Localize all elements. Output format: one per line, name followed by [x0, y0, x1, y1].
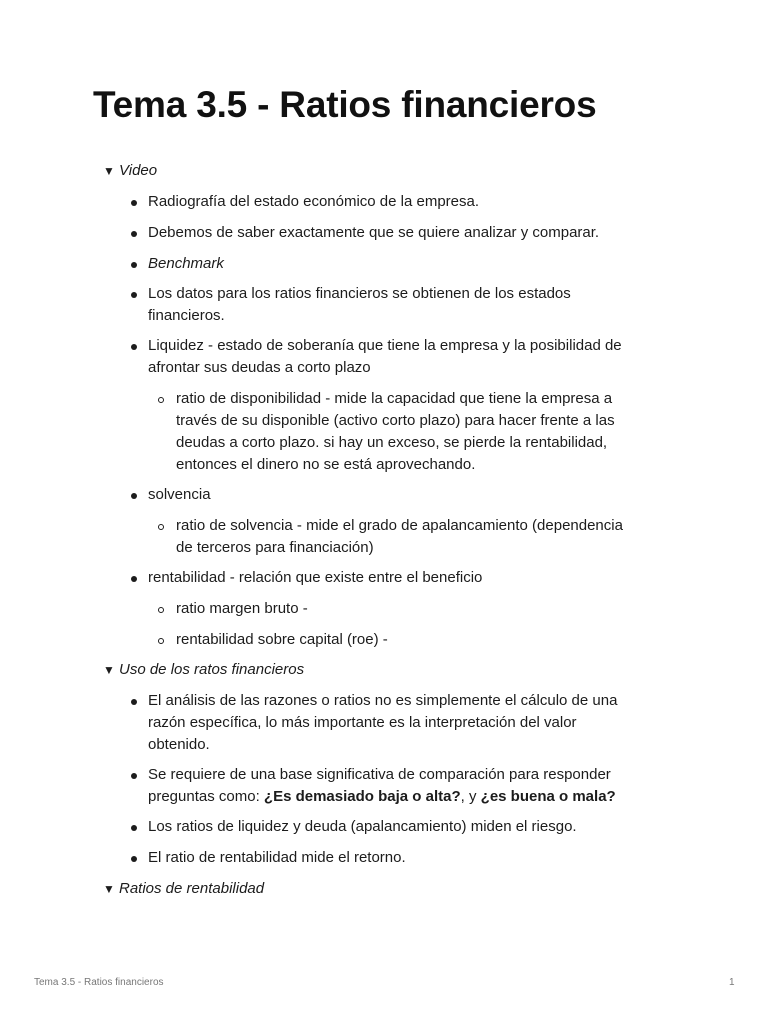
list-item [148, 764, 688, 808]
list-item: El ratio de rentabilidad mide el retorno. [148, 849, 406, 866]
bullet-icon [131, 262, 137, 268]
list-item-line: obtenido. [148, 736, 210, 753]
page-number: 1 [729, 977, 735, 988]
toggle-uso-ratios[interactable] [103, 659, 304, 681]
list-item-line: ratio de disponibilidad - mide la capacidad que tiene la empresa a [176, 390, 613, 407]
list-item-line: Se requiere de una base significativa de comparación para responder [148, 766, 611, 783]
list-item-line: de terceros para financiación) [176, 539, 374, 556]
list-item-line: financieros. [148, 307, 225, 324]
bullet-icon [131, 344, 137, 350]
bullet-icon [131, 200, 137, 206]
list-item: rentabilidad - relación que existe entre el beneficio [148, 569, 483, 586]
circle-bullet-icon [158, 524, 164, 530]
toggle-ratios-rentabilidad[interactable] [103, 878, 264, 900]
footer-title: Tema 3.5 - Ratios financieros [34, 977, 164, 988]
triangle-down-icon[interactable]: ▼ [103, 164, 115, 178]
bullet-icon [131, 231, 137, 237]
triangle-down-icon[interactable]: ▼ [103, 663, 115, 677]
list-item [148, 335, 688, 379]
bullet-icon [131, 825, 137, 831]
sub-list-item [176, 515, 676, 559]
bullet-icon [131, 699, 137, 705]
bullet-icon [131, 493, 137, 499]
bullet-icon [131, 856, 137, 862]
sub-list-item: ratio margen bruto - [176, 600, 308, 617]
list-item-text: , y [460, 788, 481, 805]
bold-question: ¿Es demasiado baja o alta? [263, 788, 461, 805]
list-item-text: preguntas como: [148, 788, 264, 805]
sub-list-item: rentabilidad sobre capital (roe) - [176, 631, 388, 648]
list-item-line: través de su disponible (activo corto plazo) para hacer frente a las [176, 412, 615, 429]
bullet-icon [131, 292, 137, 298]
list-item-line: razón específica, lo más importante es la interpretación del valor [148, 714, 577, 731]
toggle-label: Ratios de rentabilidad [119, 880, 265, 897]
list-item [148, 690, 688, 756]
list-item-line: Liquidez - estado de soberanía que tiene la empresa y la posibilidad de [148, 337, 622, 354]
toggle-label: Video [119, 162, 158, 179]
circle-bullet-icon [158, 607, 164, 613]
circle-bullet-icon [158, 397, 164, 403]
list-item [148, 283, 688, 327]
list-item-line: entonces el dinero no se está aprovechando. [176, 456, 476, 473]
list-item: solvencia [148, 486, 211, 503]
toggle-video[interactable] [103, 160, 157, 182]
list-item: Los ratios de liquidez y deuda (apalancamiento) miden el riesgo. [148, 818, 577, 835]
bullet-icon [131, 576, 137, 582]
list-item: Benchmark [148, 255, 224, 272]
list-item-line: afrontar sus deudas a corto plazo [148, 359, 371, 376]
list-item: Radiografía del estado económico de la empresa. [148, 193, 480, 210]
sub-list-item [176, 388, 676, 476]
bullet-icon [131, 773, 137, 779]
triangle-down-icon[interactable]: ▼ [103, 882, 115, 896]
list-item-line: Los datos para los ratios financieros se obtienen de los estados [148, 285, 571, 302]
page-title: Tema 3.5 - Ratios financieros [93, 84, 597, 125]
bold-question: ¿es buena o mala? [480, 788, 616, 805]
toggle-label: Uso de los ratos financieros [119, 661, 305, 678]
list-item: Debemos de saber exactamente que se quiere analizar y comparar. [148, 224, 600, 241]
list-item-line: deudas a corto plazo. si hay un exceso, se pierde la rentabilidad, [176, 434, 608, 451]
list-item-line: El análisis de las razones o ratios no es simplemente el cálculo de una [148, 692, 618, 709]
circle-bullet-icon [158, 638, 164, 644]
list-item-line: ratio de solvencia - mide el grado de apalancamiento (dependencia [176, 517, 623, 534]
